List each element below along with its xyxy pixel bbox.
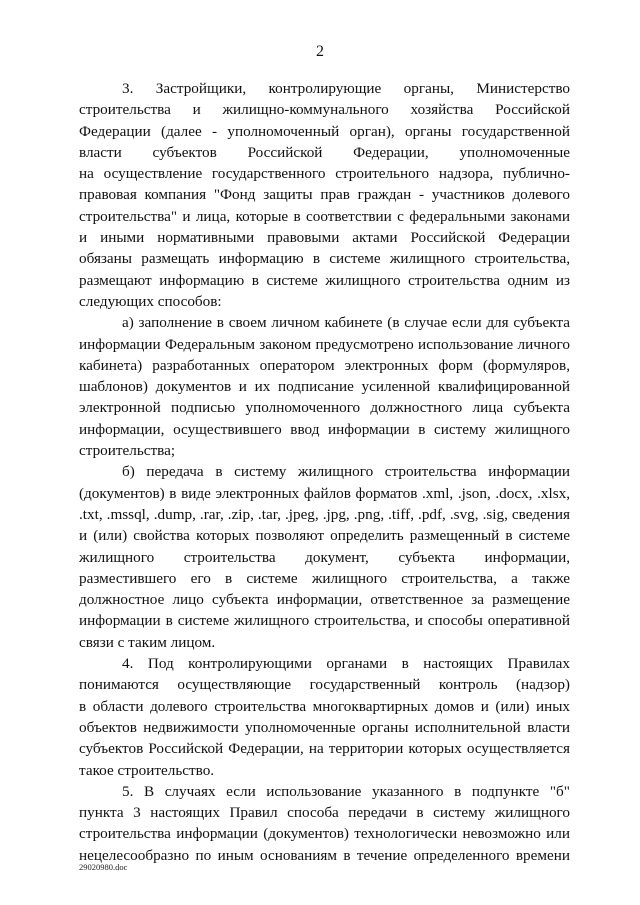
text-line: строительства" и лица, которые в соответствии с федеральными законами [79,207,570,225]
paragraph-clause-5 [79,781,570,866]
text-line: 5. В случаях если использование указанного в подпункте "б" [122,782,570,800]
text-line: 3. Застройщики, контролирующие органы, Министерство [122,80,570,97]
text-line: и (или) свойства которых позволяют определить размещенный в системе [79,527,570,545]
footer-filename: 29020980.doc [79,862,128,872]
text-line: связи с таким лицом. [79,633,216,651]
text-line: информации в системе жилищного строительства, и способы оперативной [79,612,570,630]
text-line: электронной подписью уполномоченного должностного лица субъекта [79,399,570,417]
text-line: понимаются осуществляющие государственный контроль (надзор) [79,676,570,694]
text-line: разместившего его в системе жилищного строительства, а также [79,569,570,587]
text-line: правовая компания "Фонд защиты прав граждан - участников долевого [79,186,570,204]
text-line: строительства информации (документов) технологически невозможно или [79,825,570,843]
text-line: строительства; [79,442,176,460]
text-line: такое строительство. [79,761,215,779]
text-line: Федерации (далее - уполномоченный орган), органы государственной [79,122,570,140]
text-line: следующих способов: [79,292,222,310]
text-line: строительства и жилищно-коммунального хозяйства Российской [79,101,570,119]
text-line: жилищного строительства документ, субъекта информации, [79,548,570,566]
text-line: пункта 3 настоящих Правил способа передачи в систему жилищного [79,804,570,822]
text-line: нецелесообразно по иным основаниям в течение определенного времени [79,846,570,864]
text-line: 4. Под контролирующими органами в настоящих Правилах [122,655,570,673]
text-line: б) передача в систему жилищного строительства информации [122,463,570,481]
text-line: информации Федеральным законом предусмотрено использование личного [79,335,570,353]
paragraph-clause-4 [79,653,570,781]
text-line: размещают информацию в системе жилищного строительства одним из [79,271,570,289]
text-line: должностное лицо субъекта информации, ответственное за размещение [79,591,570,609]
text-line: шаблонов) документов и их подписание усиленной квалифицированной [79,378,570,396]
paragraph-clause-3 [79,78,570,312]
text-line: кабинета) разработанных оператором электронных форм (формуляров, [79,356,570,374]
document-body [79,78,570,866]
text-line: власти субъектов Российской Федерации, уполномоченные [79,143,570,161]
text-line: .txt, .mssql, .dump, .rar, .zip, .tar, .jpeg, .jpg, .png, .tiff, .pdf, .svg, .sig, сведения [79,505,570,523]
text-line: в области долевого строительства многоквартирных домов и (или) иных [79,697,570,715]
page-number: 2 [316,43,324,60]
paragraph-clause-3a [79,312,570,461]
text-line: информации, осуществившего ввод информации в систему жилищного [79,420,570,438]
text-line: объектов недвижимости уполномоченные органы исполнительной власти [79,718,570,736]
text-line: обязаны размещать информацию в системе жилищного строительства, [79,250,570,268]
text-line: а) заполнение в своем личном кабинете (в случае если для субъекта [122,314,570,332]
text-line: на осуществление государственного строительного надзора, публично- [79,165,570,183]
text-line: субъектов Российской Федерации, на территории которых осуществляется [79,740,570,758]
text-line: и иными нормативными правовыми актами Российской Федерации [79,229,570,247]
text-line: (документов) в виде электронных файлов форматов .xml, .json, .docx, .xlsx, [79,484,570,502]
paragraph-clause-3b [79,461,570,653]
